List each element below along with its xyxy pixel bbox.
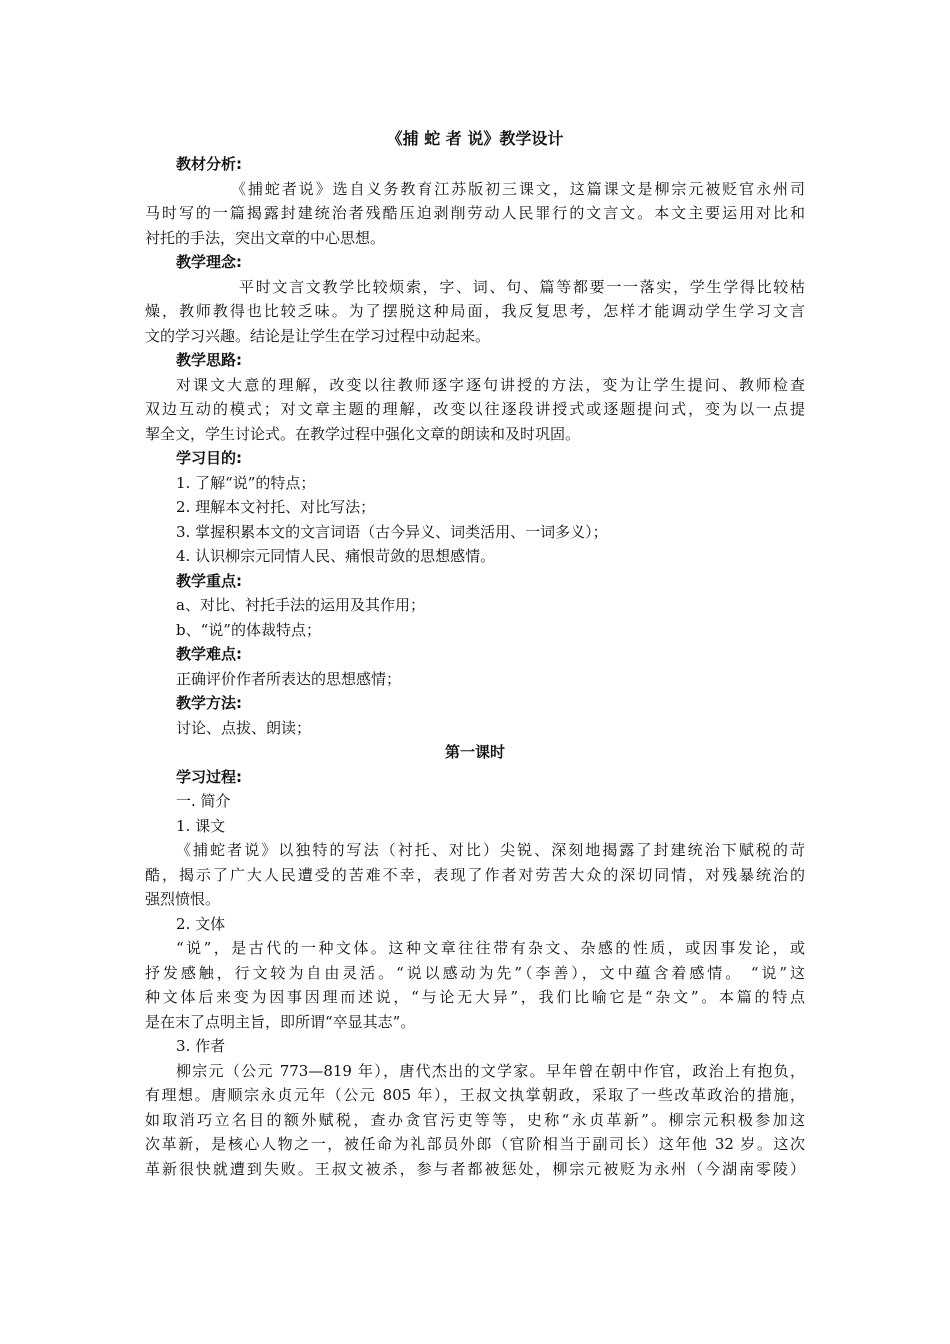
approach-heading: 教学思路: xyxy=(176,351,242,369)
list-item: 1. 了解“说”的特点； xyxy=(176,473,316,492)
sub-heading: 2. 文体 xyxy=(176,914,226,933)
list-item: 正确评价作者所表达的思想感情； xyxy=(176,669,402,688)
list-item: a、对比、衬托手法的运用及其作用； xyxy=(176,596,425,614)
paragraph-line: 燥，教师教得也比较乏味。为了摆脱这种局面，我反复思考，怎样才能调动学生学习文言 xyxy=(145,302,805,320)
paragraph-line: 次革新，是核心人物之一，被任命为礼部员外郎（官阶相当于副司长）这年他 32 岁。这次 xyxy=(145,1135,805,1153)
list-item: 3. 掌握积累本文的文言词语（古今异义、词类活用、一词多义）； xyxy=(176,522,608,541)
material-heading: 教材分析: xyxy=(176,155,242,173)
process-heading: 学习过程: xyxy=(176,767,242,786)
difficulty-heading: 教学难点: xyxy=(176,645,242,663)
paragraph-line: 马时写的一篇揭露封建统治者残酷压迫剥削劳动人民罪行的文言文。本文主要运用对比和 xyxy=(145,204,805,222)
paragraph-line: 对课文大意的理解，改变以往教师逐字逐句讲授的方法，变为让学生提问、教师检查 xyxy=(176,375,805,394)
sub-heading: 3. 作者 xyxy=(176,1037,226,1055)
document-page xyxy=(145,126,805,1181)
paragraph-line: 抒发感触，行文较为自由灵活。“说以感动为先”（李善），文中蕴含着感情。 “说”这 xyxy=(145,963,805,982)
paragraph-line: 衬托的手法，突出文章的中心思想。 xyxy=(145,228,386,247)
list-item: 讨论、点拔、朗读； xyxy=(176,718,312,737)
sub-heading: 1. 课文 xyxy=(176,816,226,835)
paragraph-line: 有理想。唐顺宗永贞元年（公元 805 年），王叔文执掌朝政，采取了一些改革政治的措施， xyxy=(145,1086,805,1104)
paragraph-line: 如取消巧立名目的额外赋税，查办贪官污吏等等，史称“永贞革新”。柳宗元积极参加这 xyxy=(145,1110,805,1129)
list-item: b、“说”的体裁特点； xyxy=(176,620,321,639)
paragraph-line: “说”，是古代的一种文体。这种文章往往带有杂文、杂感的性质，或因事发论，或 xyxy=(176,939,805,957)
paragraph-line: 柳宗元（公元 773—819 年），唐代杰出的文学家。早年曾在朝中作官，政治上有抱负， xyxy=(176,1061,805,1080)
methods-heading: 教学方法: xyxy=(176,694,242,712)
paragraph-line: 种文体后来变为因事因理而述说，“与论无大异”，我们比喻它是“杂文”。本篇的特点 xyxy=(145,988,805,1006)
page-title: 《捕 蛇 者 说》教学设计 xyxy=(386,129,564,148)
paragraph-line: 《捕蛇者说》以独特的写法（衬托、对比）尖锐、深刻地揭露了封建统治下赋税的苛 xyxy=(176,841,805,859)
paragraph-line: 强烈愤恨。 xyxy=(145,890,221,908)
paragraph-line: 双边互动的模式；对文章主题的理解，改变以往逐段讲授式或逐题提问式，变为以一点提 xyxy=(145,400,805,418)
list-item: 2. 理解本文衬托、对比写法； xyxy=(176,498,376,516)
concept-heading: 教学理念: xyxy=(176,253,242,271)
paragraph-line: 平时文言文教学比较烦索，字、词、句、篇等都要一一落实，学生学得比较枯 xyxy=(239,277,805,296)
paragraph-line: 酷，揭示了广大人民遭受的苦难不幸，表现了作者对劳苦大众的深切同情，对残暴统治的 xyxy=(145,865,805,884)
paragraph-line: 文的学习兴趣。结论是让学生在学习过程中动起来。 xyxy=(145,326,491,345)
paragraph-line: 挈全文，学生讨论式。在教学过程中强化文章的朗读和及时巩固。 xyxy=(145,424,581,443)
key-points-heading: 教学重点: xyxy=(176,571,242,590)
part-heading: 一. 简介 xyxy=(176,792,231,810)
list-item: 4. 认识柳宗元同情人民、痛恨苛敛的思想感情。 xyxy=(176,547,496,565)
paragraph-line: 是在末了点明主旨，即所谓“卒显其志”。 xyxy=(145,1012,416,1031)
paragraph-line: 革新很快就遭到失败。王叔文被杀，参与者都被惩处，柳宗元被贬为永州（今湖南零陵） xyxy=(145,1159,805,1178)
goals-heading: 学习目的: xyxy=(176,449,242,467)
paragraph-line: 《捕蛇者说》选自义务教育江苏版初三课文，这篇课文是柳宗元被贬官永州司 xyxy=(231,179,805,198)
lesson-heading: 第一课时 xyxy=(444,743,505,761)
